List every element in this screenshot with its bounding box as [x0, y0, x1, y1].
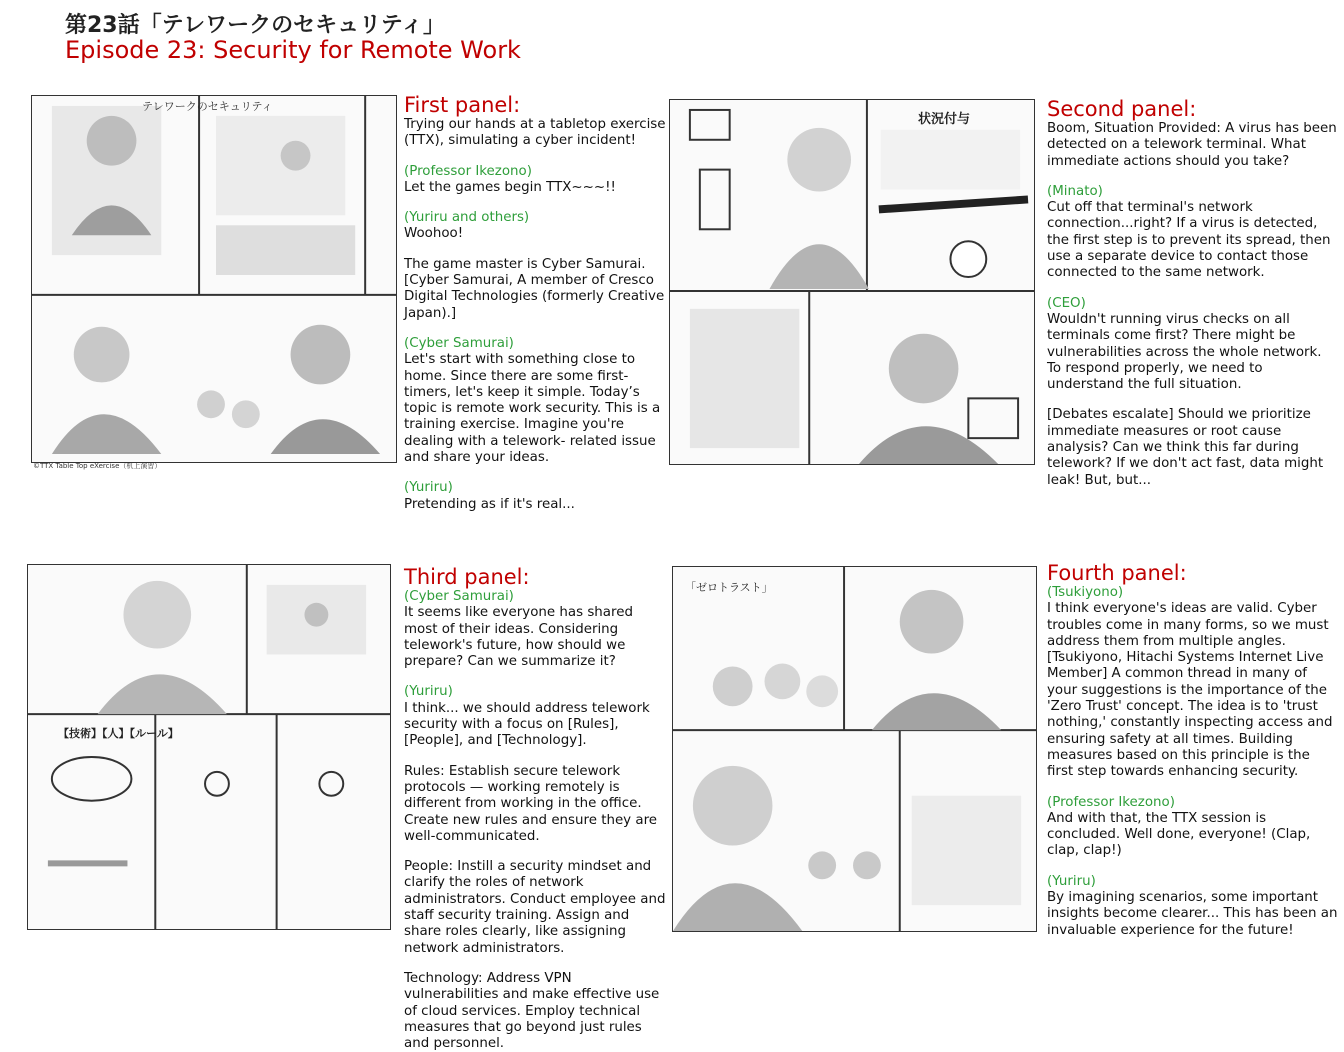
panel-1-text	[404, 93, 666, 513]
episode-title-jp: 第23話「テレワークのセキュリティ」	[65, 13, 445, 38]
panel-3-text	[404, 565, 666, 1052]
narration: Rules: Establish secure telework protocols — working remotely is different from working in the office. Create new rules and ensure they are well-communicated.	[404, 763, 658, 844]
dialogue: I think everyone's ideas are valid. Cyber troubles come in many forms, so we must address them from multiple angles. [Tsukiyono, Hitachi Systems Internet Live Member] A common thread in many of your suggestions is the importance of the 'Zero Trust' concept. The idea is to 'trust nothing,' constantly inspecting access and ensuring safety at all times. Building measures based on this principle is the first step towards enhancing security.	[1047, 601, 1333, 780]
narration: [Debates escalate] Should we prioritize immediate measures or root cause analysis? Can we think this far during telework? If we don't act fast, data might leak! But, but...	[1047, 407, 1324, 488]
panel-2-art-caption: 状況付与	[918, 112, 971, 127]
dialogue: It seems like everyone has shared most of their ideas. Considering telework's future, how should we prepare? Can we summarize it?	[404, 605, 633, 670]
manga-panel-1-art	[31, 95, 397, 463]
dialogue: I think... we should address telework security with a focus on [Rules], [People], and [Technology].	[404, 700, 650, 749]
narration: The game master is Cyber Samurai. [Cyber Samurai, A member of Cresco Digital Technologies (formerly Creative Japan).]	[404, 256, 665, 321]
speaker: (Minato)	[1047, 183, 1103, 199]
speaker: (Yuriru)	[404, 684, 453, 700]
panel-4-art-caption: 「ゼロトラスト」	[685, 581, 773, 594]
panel-1-heading: First panel:	[404, 93, 521, 117]
speaker: (Yuriru)	[1047, 873, 1096, 889]
speaker: (Cyber Samurai)	[404, 335, 514, 351]
panel-3-heading: Third panel:	[404, 565, 530, 589]
copyright-note: ©TTX Table Top eXercise（机上演習）	[33, 462, 162, 470]
panel-2-text	[1047, 97, 1339, 489]
dialogue: Let the games begin TTX~~~!!	[404, 179, 616, 195]
panel-1-art-caption: テレワークのセキュリティ	[142, 100, 273, 113]
speaker: (Cyber Samurai)	[404, 589, 514, 604]
panel-3-art-caption: 【技術】【人】【ルール】	[58, 727, 179, 740]
speaker: (Yuriru and others)	[404, 210, 530, 226]
dialogue: Cut off that terminal's network connection...right? If a virus is detected, the first step is to prevent its spread, then use a separate device to contact those connected to the same network.	[1047, 200, 1331, 281]
dialogue: And with that, the TTX session is concluded. Well done, everyone! (Clap, clap, clap!)	[1047, 810, 1311, 859]
narration: People: Instill a security mindset and clarify the roles of network administrators. Conduct employee and staff security training. Assign and share roles clearly, like assigning network administrators.	[404, 859, 666, 956]
manga-panel-3-art	[27, 564, 391, 930]
narration: Boom, Situation Provided: A virus has been detected on a telework terminal. What immediate actions should you take?	[1047, 121, 1337, 169]
speaker: (Professor Ikezono)	[404, 163, 532, 179]
narration: Technology: Address VPN vulnerabilities and make effective use of cloud services. Employ technical measures that go beyond just rules and personnel.	[404, 970, 660, 1052]
narration: Trying our hands at a tabletop exercise (TTX), simulating a cyber incident!	[404, 117, 666, 149]
manga-panel-4-art	[672, 566, 1037, 932]
dialogue: Pretending as if it's real...	[404, 496, 575, 512]
speaker: (CEO)	[1047, 295, 1086, 311]
dialogue: By imagining scenarios, some important insights become clearer... This has been an invaluable experience for the future!	[1047, 890, 1338, 938]
episode-title-en: Episode 23: Security for Remote Work	[65, 36, 521, 64]
panel-2-heading: Second panel:	[1047, 97, 1197, 121]
speaker: (Professor Ikezono)	[1047, 794, 1175, 810]
panel-4-heading: Fourth panel:	[1047, 561, 1187, 585]
panel-4-text	[1047, 561, 1339, 939]
dialogue: Woohoo!	[404, 226, 464, 242]
dialogue: Wouldn't running virus checks on all terminals come first? There might be vulnerabilities across the whole network. To respond properly, we need to understand the full situation.	[1047, 311, 1322, 393]
manga-panel-2-art	[669, 99, 1035, 465]
dialogue: Let's start with something close to home. Since there are some first-timers, let's keep it simple. Today’s topic is remote work security. This is a training exercise. Imagine you're dealing with a telework- related issue and share your ideas.	[404, 352, 661, 466]
speaker: (Tsukiyono)	[1047, 585, 1124, 600]
speaker: (Yuriru)	[404, 480, 453, 496]
